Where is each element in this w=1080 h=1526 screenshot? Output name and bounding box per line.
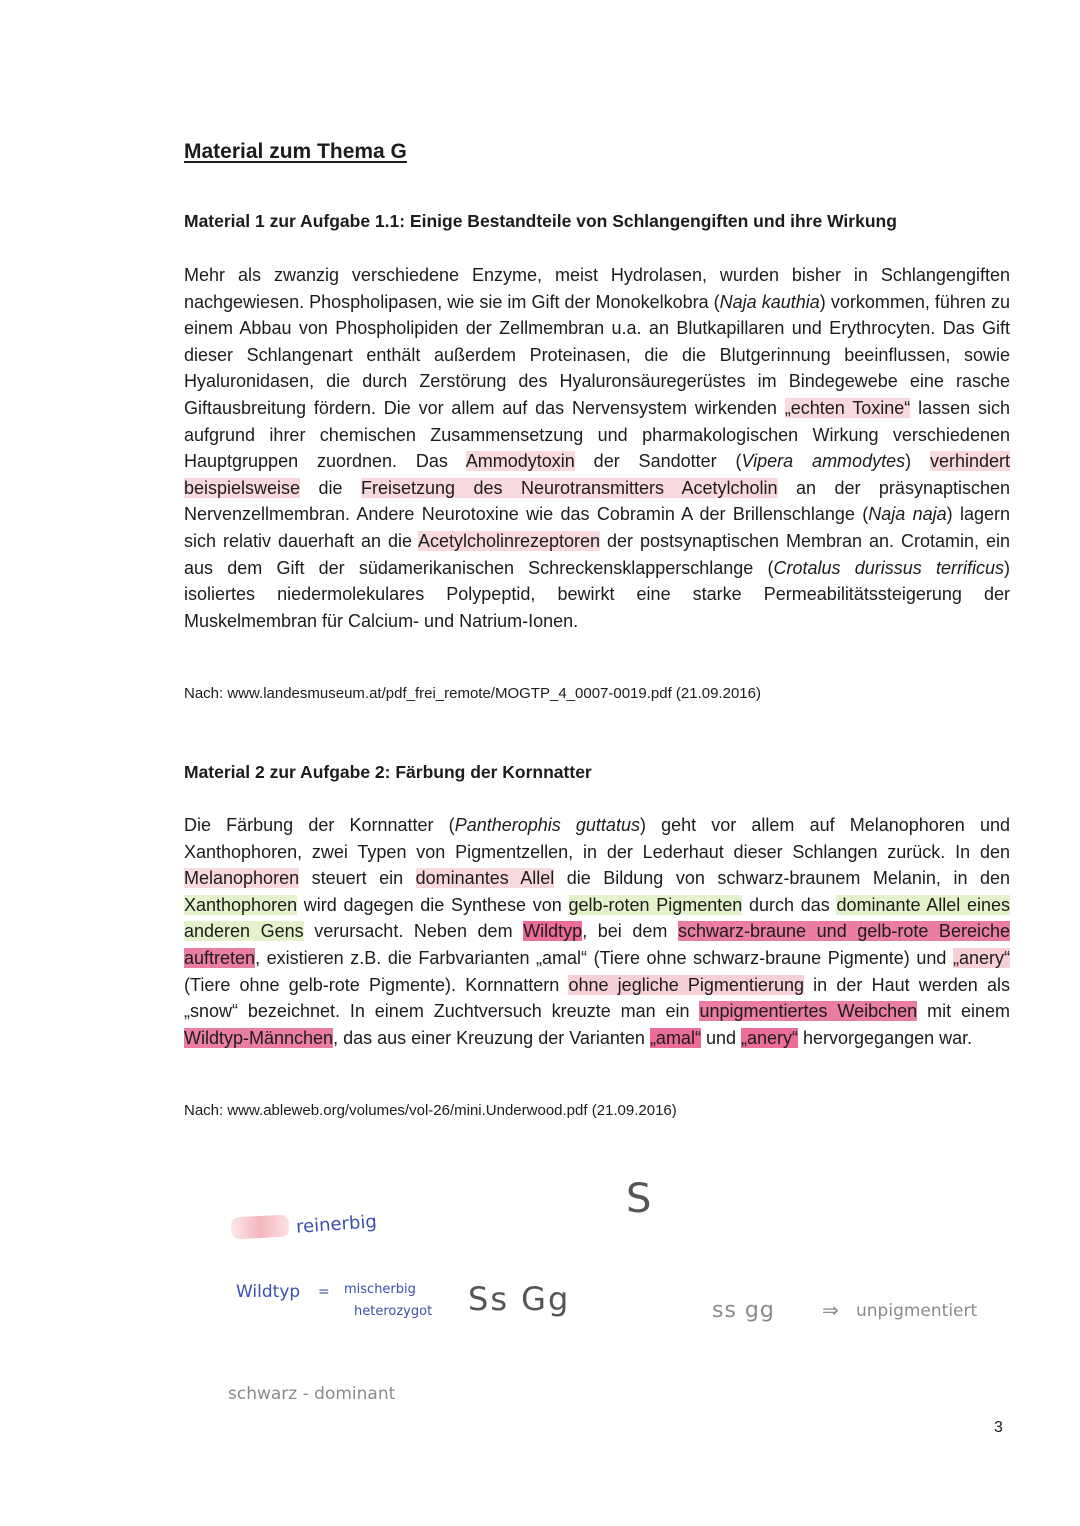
highlight-anery-1: „anery“ xyxy=(952,947,1010,968)
highlight-dominantes-allel-anderes-gen: dominante Allel eines anderen Gens xyxy=(184,894,1010,942)
material-1-text: Mehr als zwanzig verschiedene Enzyme, meist Hydrolasen, wurden bisher in Schlangengiften nachgewiesen. Phospholipasen, wie sie im Gift der Monokelkobra (Naja kauthia) vorkommen, führen zu einem Abbau von Phospholipiden der Zellmembran u.a. an Blutkapillaren und Erythrocyten. Das Gift dieser Schlangenart enthält außerdem Proteinasen, die die Blutgerinnung beeinflussen, sowie Hyaluronidasen, die durch Zerstörung des Hyaluronsäuregerüstes im Bindegewebe eine rasche Giftausbreitung fördern. Die vor allem auf das Nervensystem wirkenden „echten Toxine“ lassen sich aufgrund ihrer chemischen Zusammensetzung und pharmakologischen Wirkung verschiedenen Hauptgruppen zuordnen. Das Ammodytoxin der Sandotter (Vipera ammodytes) verhindert beispielsweise die Freisetzung des Neurotransmitters Acetylcholin an der präsynaptischen Nervenzellmembran. Andere Neurotoxine wie das Cobramin A der Brillenschlange (Naja naja) lagern sich relativ dauerhaft an die Acetylcholinrezeptoren der postsynaptischen Membran an. Crotamin, ein aus dem Gift der südamerikanischen Schreckensklapperschlange (Crotalus durissus terrificus) isoliertes niedermolekulares Polypeptid, bewirkt eine starke Permeabilitätssteigerung der Muskelmembran für Calcium- und Natrium-Ionen. xyxy=(184,265,1011,631)
highlight-unpigmentiertes-weibchen: unpigmentiertes Weibchen xyxy=(699,1001,918,1022)
handwritten-s: S xyxy=(626,1176,652,1222)
handwritten-schwarz-dominant: schwarz - dominant xyxy=(228,1384,396,1404)
handwritten-mischerbig: mischerbig xyxy=(344,1282,416,1297)
highlight-xanthophoren: Xanthophoren xyxy=(184,894,298,915)
page-number: 3 xyxy=(994,1419,1003,1436)
handwritten-unpigmentiert: unpigmentiert xyxy=(856,1301,978,1321)
highlight-echte-toxine: „echten Toxine“ xyxy=(784,397,911,418)
highlight-ohne-pigmentierung: ohne jegliche Pigmentierung xyxy=(568,974,804,995)
highlight-wildtyp: Wildtyp xyxy=(523,921,583,942)
material-2-text: Die Färbung der Kornnatter (Pantherophis guttatus) geht vor allem auf Melanophoren und Xanthophoren, zwei Typen von Pigmentzellen, in der Lederhaut dieser Schlangen zurück. In den Melanophoren steuert ein dominantes Allel die Bildung von schwarz-braunem Melanin, in den Xanthophoren wird dagegen die Synthese von gelb-roten Pigmenten durch das dominante Allel eines anderen Gens verursacht. Neben dem Wildtyp, bei dem schwarz-braune und gelb-rote Bereiche auftreten, existieren z.B. die Farbvarianten „amal“ (Tiere ohne schwarz-braune Pigmente) und „anery“ (Tiere ohne gelb-rote Pigmente). Kornnattern ohne jegliche Pigmentierung in der Haut werden als „snow“ bezeichnet. In einem Zuchtversuch kreuzte man ein unpigmentiertes Weibchen mit einem Wildtyp-Männchen, das aus einer Kreuzung der Varianten „amal“ und „anery“ hervorgegangen war. xyxy=(184,815,1011,1048)
highlight-verhindert: verhindert beispielsweise xyxy=(184,451,1010,498)
material-2-heading: Material 2 zur Aufgabe 2: Färbung der Kornnatter xyxy=(184,762,592,782)
material-1-source: Nach: www.landesmuseum.at/pdf_frei_remote/MOGTP_4_0007-0019.pdf (21.09.2016) xyxy=(184,685,761,702)
handwritten-arrow: ⇒ xyxy=(822,1298,839,1322)
handwritten-reinerbig: reinerbig xyxy=(295,1211,378,1238)
highlight-wildtyp-maennchen: Wildtyp-Männchen xyxy=(184,1027,334,1048)
material-1-heading: Material 1 zur Aufgabe 1.1: Einige Bestandteile von Schlangengiften und ihre Wirkung xyxy=(184,211,897,231)
highlight-schwarz-braune-bereiche: schwarz-braune und gelb-rote Bereiche auftreten xyxy=(184,921,1010,968)
highlight-dominantes-allel: dominantes Allel xyxy=(415,868,555,889)
handwritten-wildtyp: Wildtyp xyxy=(236,1282,301,1302)
highlight-melanophoren: Melanophoren xyxy=(184,868,300,889)
handwritten-genotype-wildtyp: Ss Gg xyxy=(468,1280,571,1318)
highlight-anery-2: „anery“ xyxy=(741,1027,799,1048)
highlight-ammodytoxin: Ammodytoxin xyxy=(465,451,575,472)
handwritten-genotype-snow: ss gg xyxy=(712,1298,775,1323)
highlight-freisetzung: Freisetzung des Neurotransmitters Acetylcholin xyxy=(361,477,778,498)
handwritten-equals: = xyxy=(318,1284,330,1300)
highlighter-swatch xyxy=(230,1214,289,1239)
material-2-source: Nach: www.ableweb.org/volumes/vol-26/mini.Underwood.pdf (21.09.2016) xyxy=(184,1102,677,1119)
handwritten-heterozygot: heterozygot xyxy=(354,1304,433,1319)
highlight-amal: „amal“ xyxy=(649,1027,701,1048)
highlight-acetylcholinrezeptoren: Acetylcholinrezeptoren xyxy=(417,530,601,551)
highlight-gelb-rote-pigmente: gelb-roten Pigmenten xyxy=(568,894,743,915)
page-title: Material zum Thema G xyxy=(184,140,407,163)
